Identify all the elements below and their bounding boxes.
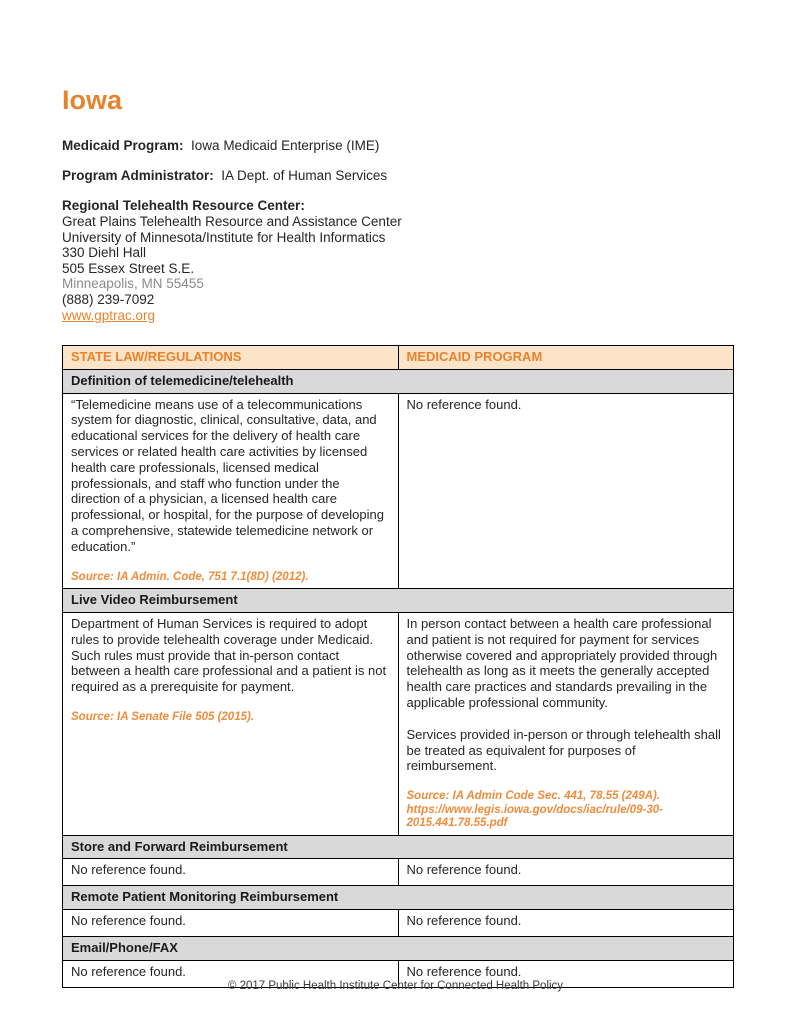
content-row-store-forward <box>63 859 734 886</box>
program-administrator-line <box>62 168 734 184</box>
live-video-state-law-cell <box>63 612 399 835</box>
live-video-medicaid-source-url[interactable]: https://www.legis.iowa.gov/docs/iac/rule/09-30-2015.441.78.55.pdf <box>406 803 663 830</box>
definition-medicaid-text: No reference found. <box>406 396 522 412</box>
column-header-state-law: STATE LAW/REGULATIONS <box>63 346 399 370</box>
section-title-definition: Definition of telemedicine/telehealth <box>63 369 734 393</box>
section-row-live-video <box>63 589 734 613</box>
section-title-rpm: Remote Patient Monitoring Reimbursement <box>63 886 734 910</box>
live-video-medicaid-cell <box>398 612 734 835</box>
resource-center-org-line1: Great Plains Telehealth Resource and Assistance Center <box>62 213 402 229</box>
rpm-state-law-cell: No reference found. <box>63 910 399 937</box>
medicaid-program-value: Iowa Medicaid Enterprise (IME) <box>191 138 380 154</box>
page-footer: © 2017 Public Health Institute Center for Connected Health Policy <box>227 980 564 992</box>
live-video-medicaid-text-1: In person contact between a health care professional and patient is not required for payment for services otherwise covered and appropriately provided through telehealth as long as it meets the generally accepted health care practices and standards prevailing in the applicable professional community. <box>406 615 718 710</box>
definition-state-law-source: Source: IA Admin. Code, 751 7.1(8D) (2012). <box>71 570 309 583</box>
rpm-medicaid-cell: No reference found. <box>398 910 734 937</box>
resource-center-heading: Regional Telehealth Resource Center: <box>62 198 305 214</box>
page-title: Iowa <box>62 85 123 115</box>
definition-medicaid-cell <box>398 393 734 588</box>
section-title-email-phone-fax: Email/Phone/FAX <box>63 937 734 961</box>
live-video-medicaid-source: Source: IA Admin Code Sec. 441, 78.55 (249A). <box>406 790 661 803</box>
medicaid-program-label: Medicaid Program: <box>62 138 184 154</box>
section-row-store-forward <box>63 835 734 859</box>
live-video-medicaid-text-2: Services provided in-person or through telehealth shall be treated as equivalent for purposes of reimbursement. <box>406 726 721 774</box>
live-video-state-law-text: Department of Human Services is required to adopt rules to provide telehealth coverage under Medicaid. Such rules must provide that in-person contact between a health care professional and a patient is not required as a prerequisite for payment. <box>71 615 387 695</box>
section-row-rpm <box>63 886 734 910</box>
content-row-rpm <box>63 910 734 937</box>
content-row-definition <box>63 393 734 588</box>
email-phone-fax-medicaid-cell: No reference found. <box>398 961 734 988</box>
section-title-store-forward: Store and Forward Reimbursement <box>63 835 734 859</box>
resource-center-address1: 330 Diehl Hall <box>62 245 147 261</box>
section-row-email-phone-fax <box>63 937 734 961</box>
medicaid-program-line <box>62 138 734 154</box>
live-video-state-law-source: Source: IA Senate File 505 (2015). <box>71 710 255 723</box>
store-forward-medicaid-cell: No reference found. <box>398 859 734 886</box>
section-row-definition <box>63 369 734 393</box>
resource-center-block <box>62 198 734 323</box>
table-header-row <box>63 346 734 370</box>
resource-center-phone: (888) 239-7092 <box>62 291 155 307</box>
resource-center-city: Minneapolis, MN 55455 <box>62 276 204 292</box>
program-administrator-label: Program Administrator: <box>62 168 214 184</box>
section-title-live-video: Live Video Reimbursement <box>63 589 734 613</box>
definition-state-law-text: “Telemedicine means use of a telecommunications system for diagnostic, clinical, consultative, data, and educational services for the delivery of health care services or related health care activities by licensed health care professionals, licensed medical professionals, and staff who function under the direction of a physician, a licensed health care professional, or hospital, for the purpose of developing a comprehensive, statewide telemedicine network or education.” <box>71 396 384 554</box>
resource-center-website-link[interactable]: www.gptrac.org <box>62 307 156 323</box>
program-administrator-value: IA Dept. of Human Services <box>221 168 388 184</box>
store-forward-state-law-cell: No reference found. <box>63 859 399 886</box>
email-phone-fax-state-law-cell: No reference found. <box>63 961 399 988</box>
policy-table <box>62 345 734 988</box>
resource-center-address2: 505 Essex Street S.E. <box>62 260 195 276</box>
column-header-medicaid: MEDICAID PROGRAM <box>398 346 734 370</box>
content-row-live-video <box>63 612 734 835</box>
resource-center-org-line2: University of Minnesota/Institute for Health Informatics <box>62 229 386 245</box>
definition-state-law-cell <box>63 393 399 588</box>
